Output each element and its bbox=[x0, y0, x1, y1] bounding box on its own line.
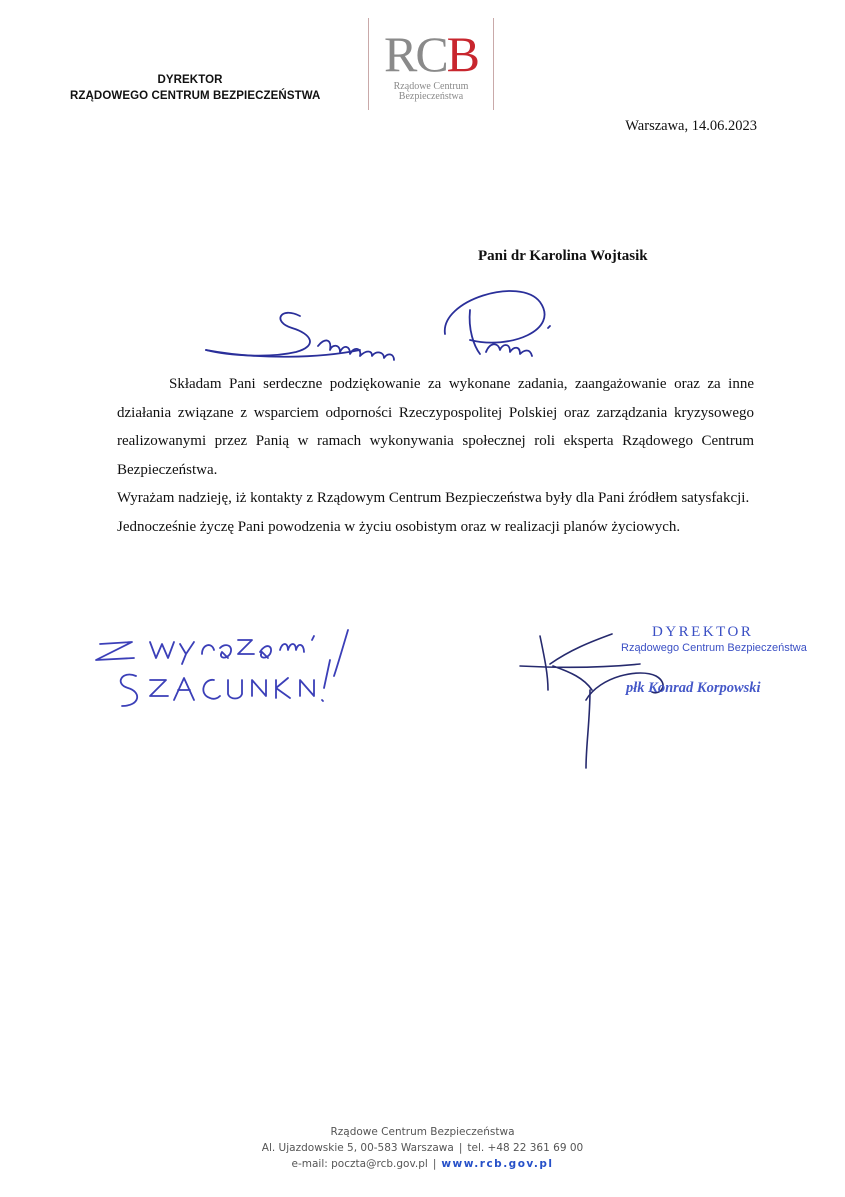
logo-mark-red: B bbox=[446, 26, 479, 82]
footer-phone: tel. +48 22 361 69 00 bbox=[467, 1142, 584, 1154]
footer-address: Al. Ujazdowskie 5, 00-583 Warszawa bbox=[261, 1142, 454, 1154]
director-signature bbox=[520, 634, 663, 768]
body-paragraph-2: Wyrażam nadzieję, iż kontakty z Rządowym Centrum Bezpieczeństwa były dla Pani źródłem satysfakcji. bbox=[117, 490, 750, 506]
body-paragraph-1: Składam Pani serdeczne podziękowanie za wykonane zadania, zaangażowanie oraz za inne działania związane z wsparciem odporności Rzeczypospolitej Polskiej oraz zarządzania kryzysowego realizowanymi przez Panią w ramach wykonywania społecznej roli eksperta Rządowego Centrum Bezpieczeństwa. bbox=[117, 376, 754, 478]
stamp-title: DYREKTOR bbox=[652, 624, 754, 640]
footer-organization: Rządowe Centrum Bezpieczeństwa bbox=[330, 1126, 515, 1138]
letterhead-title-line2: RZĄDOWEGO CENTRUM BEZPIECZEŃSTWA bbox=[70, 90, 321, 102]
footer-web-line bbox=[0, 1156, 845, 1172]
logo-mark bbox=[368, 28, 494, 80]
logo-mark-gray: RC bbox=[383, 26, 447, 82]
stamp-organization: Rządowego Centrum Bezpieczeństwa bbox=[621, 642, 807, 654]
footer-separator: | bbox=[432, 1158, 437, 1170]
logo-subtitle-line2: Bezpieczeństwa bbox=[398, 91, 464, 102]
body-paragraph-3: Jednocześnie życzę Pani powodzenia w życiu osobistym oraz w realizacji planów życiowych. bbox=[117, 518, 681, 535]
handwritten-salutation bbox=[206, 291, 550, 360]
letterhead-title bbox=[70, 72, 321, 104]
rcb-logo bbox=[368, 18, 494, 110]
footer-email[interactable]: e-mail: poczta@rcb.gov.pl bbox=[291, 1158, 428, 1170]
logo-subtitle-line1: Rządowe Centrum bbox=[393, 81, 469, 92]
letterhead-title-line1: DYREKTOR bbox=[157, 74, 223, 86]
handwritten-closing bbox=[96, 630, 348, 706]
footer-contact-line bbox=[0, 1140, 845, 1156]
footer-separator: | bbox=[458, 1142, 463, 1154]
letter-footer bbox=[0, 1124, 845, 1172]
letter-date: Warszawa, 14.06.2023 bbox=[625, 118, 757, 134]
letter-body bbox=[117, 370, 754, 541]
recipient-name: Pani dr Karolina Wojtasik bbox=[478, 248, 648, 264]
logo-subtitle bbox=[368, 82, 494, 102]
footer-website-link[interactable]: www.rcb.gov.pl bbox=[441, 1158, 554, 1170]
stamp-signatory-name: płk Konrad Korpowski bbox=[626, 680, 761, 696]
